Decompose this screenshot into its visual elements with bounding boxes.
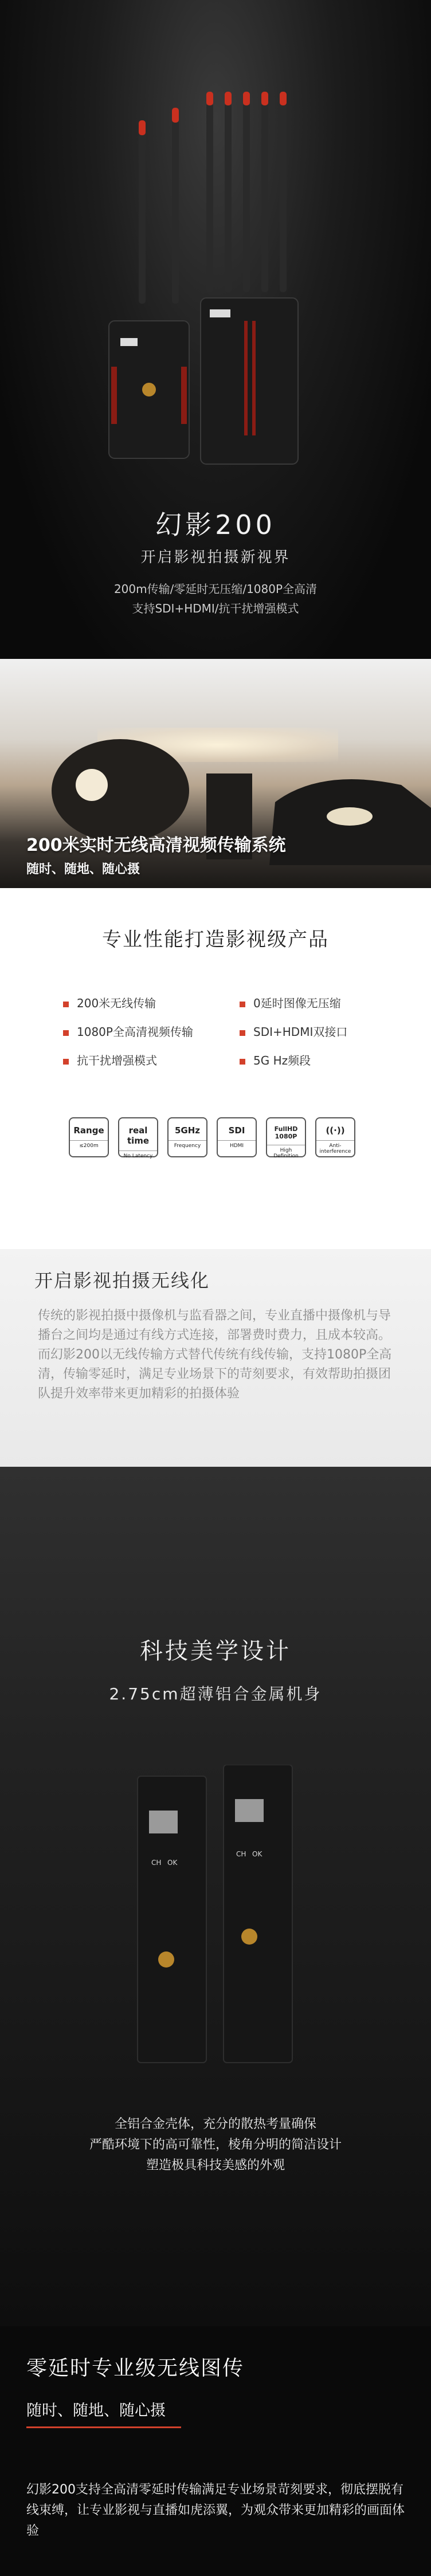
hero-section (0, 0, 431, 659)
bullet-icon (240, 1002, 245, 1007)
range-icon: Range ≤200m (69, 1117, 109, 1157)
fullhd-icon: FullHD 1080P High Definition (266, 1117, 306, 1157)
design-line-3: 塑造极具科技美感的外观 (146, 2158, 285, 2173)
spec-line-2: 支持SDI+HDMI/抗干扰增强模式 (132, 602, 299, 615)
closing-tagline: 随时、随地、随心摄 (26, 2402, 166, 2420)
closing-title: 零延时专业级无线图传 (26, 2357, 245, 2380)
spec-line-1: 200m传输/零延时无压缩/1080P全高清 (113, 582, 318, 596)
transmitter-receiver-image (97, 92, 327, 470)
anti-interference-icon: ((·)) Anti-interference (315, 1117, 355, 1157)
feature-item: 1080P全高清视频传输 (63, 1023, 193, 1039)
feature-item: 抗干扰增强模式 (63, 1051, 157, 1068)
ok-label: OK (167, 1859, 178, 1867)
bullet-icon (63, 1030, 69, 1036)
feature-item: 200米无线传输 (63, 994, 156, 1011)
feature-item: 0延时图像无压缩 (240, 994, 341, 1011)
bullet-icon (63, 1059, 69, 1065)
ch-label: CH (236, 1850, 246, 1858)
bullet-icon (240, 1059, 245, 1065)
features-title: 专业性能打造影视级产品 (102, 928, 329, 951)
product-title: 幻影200 (155, 509, 276, 540)
realtime-icon: real time No Latency (118, 1117, 158, 1157)
sdi-hdmi-icon: SDI HDMI (217, 1117, 257, 1157)
intro-body: 传统的影视拍摄中摄像机与监看器之间，专业直播中摄像机与导播台之间均是通过有线方式连接，部署费时费力，且成本较高。而幻影200以无线传输方式替代传统有线传输，支持1080P全高清，传输零延时，满足专业场景下的苛刻要求，有效帮助拍摄团队提升效率带来更加精彩的拍摄体验 (38, 1309, 392, 1401)
design-line-1: 全铝合金壳体，充分的散热考量确保 (114, 2117, 316, 2131)
design-section (0, 1467, 431, 2326)
design-subtitle: 2.75cm超薄铝合金属机身 (109, 1684, 322, 1703)
riders-headline: 200米实时无线高清视频传输系统 (26, 835, 286, 855)
riders-tagline: 随时、随地、随心摄 (26, 862, 140, 877)
bullet-icon (240, 1030, 245, 1036)
product-subtitle: 开启影视拍摄新视界 (140, 549, 291, 566)
design-line-2: 严酷环境下的高可靠性，棱角分明的简洁设计 (89, 2138, 342, 2152)
design-title: 科技美学设计 (140, 1638, 291, 1664)
feature-item: 5G Hz频段 (240, 1051, 311, 1068)
ok-label: OK (252, 1850, 262, 1858)
device-side-view (126, 1765, 309, 2074)
ch-label: CH (151, 1859, 162, 1867)
intro-title: 开启影视拍摄无线化 (34, 1270, 210, 1291)
frequency-icon: 5GHz Frequency (167, 1117, 207, 1157)
tagline-underline (26, 2426, 181, 2428)
closing-body: 幻影200支持全高清零延时传输满足专业场景苛刻要求，彻底摆脱有线束缚，让专业影视与直播如虎添翼，为观众带来更加精彩的画面体验 (26, 2483, 405, 2538)
intro-section (0, 1249, 431, 1467)
closing-section (0, 2326, 431, 2576)
riders-photo-section (0, 659, 431, 888)
features-section (0, 888, 431, 1249)
bullet-icon (63, 1002, 69, 1007)
feature-item: SDI+HDMI双接口 (240, 1023, 347, 1039)
